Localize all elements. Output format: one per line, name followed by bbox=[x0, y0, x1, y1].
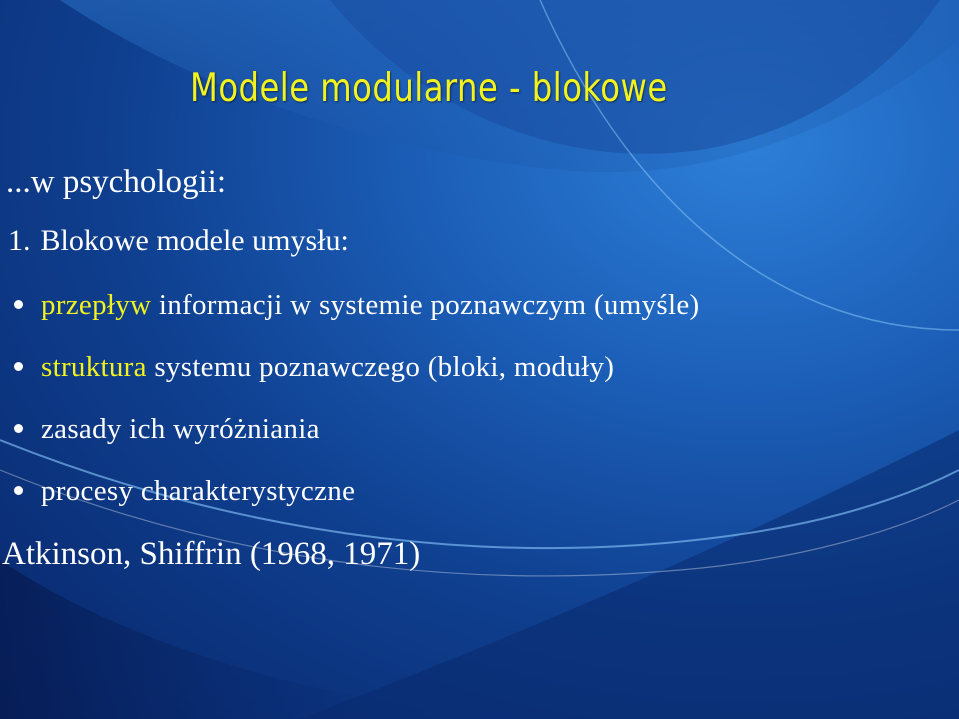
citation: Atkinson, Shiffrin (1968, 1971) bbox=[2, 536, 421, 572]
bullet-dot-icon bbox=[14, 486, 23, 495]
bullet-item bbox=[14, 351, 614, 384]
bullet-highlight: struktura bbox=[41, 351, 147, 383]
bullet-text: informacji w systemie poznawczym (umyśle) bbox=[151, 289, 700, 321]
heading-text: Blokowe modele umysłu: bbox=[40, 224, 349, 257]
intro-text: ...w psychologii: bbox=[6, 164, 226, 200]
bullet-text: systemu poznawczego (bloki, moduły) bbox=[146, 351, 615, 383]
bullet-dot-icon bbox=[14, 300, 23, 309]
bullet-item bbox=[14, 289, 699, 322]
heading-number: 1. bbox=[8, 224, 31, 257]
bullet-text: zasady ich wyróżniania bbox=[41, 413, 320, 445]
bullet-item bbox=[14, 475, 355, 508]
bullet-item bbox=[14, 413, 320, 446]
bullet-dot-icon bbox=[14, 362, 23, 371]
section-heading bbox=[8, 224, 349, 258]
bullet-text: procesy charakterystyczne bbox=[41, 475, 356, 507]
bullet-dot-icon bbox=[14, 424, 23, 433]
bullet-highlight: przepływ bbox=[41, 289, 152, 321]
slide-title: Modele modularne - blokowe bbox=[190, 66, 668, 111]
